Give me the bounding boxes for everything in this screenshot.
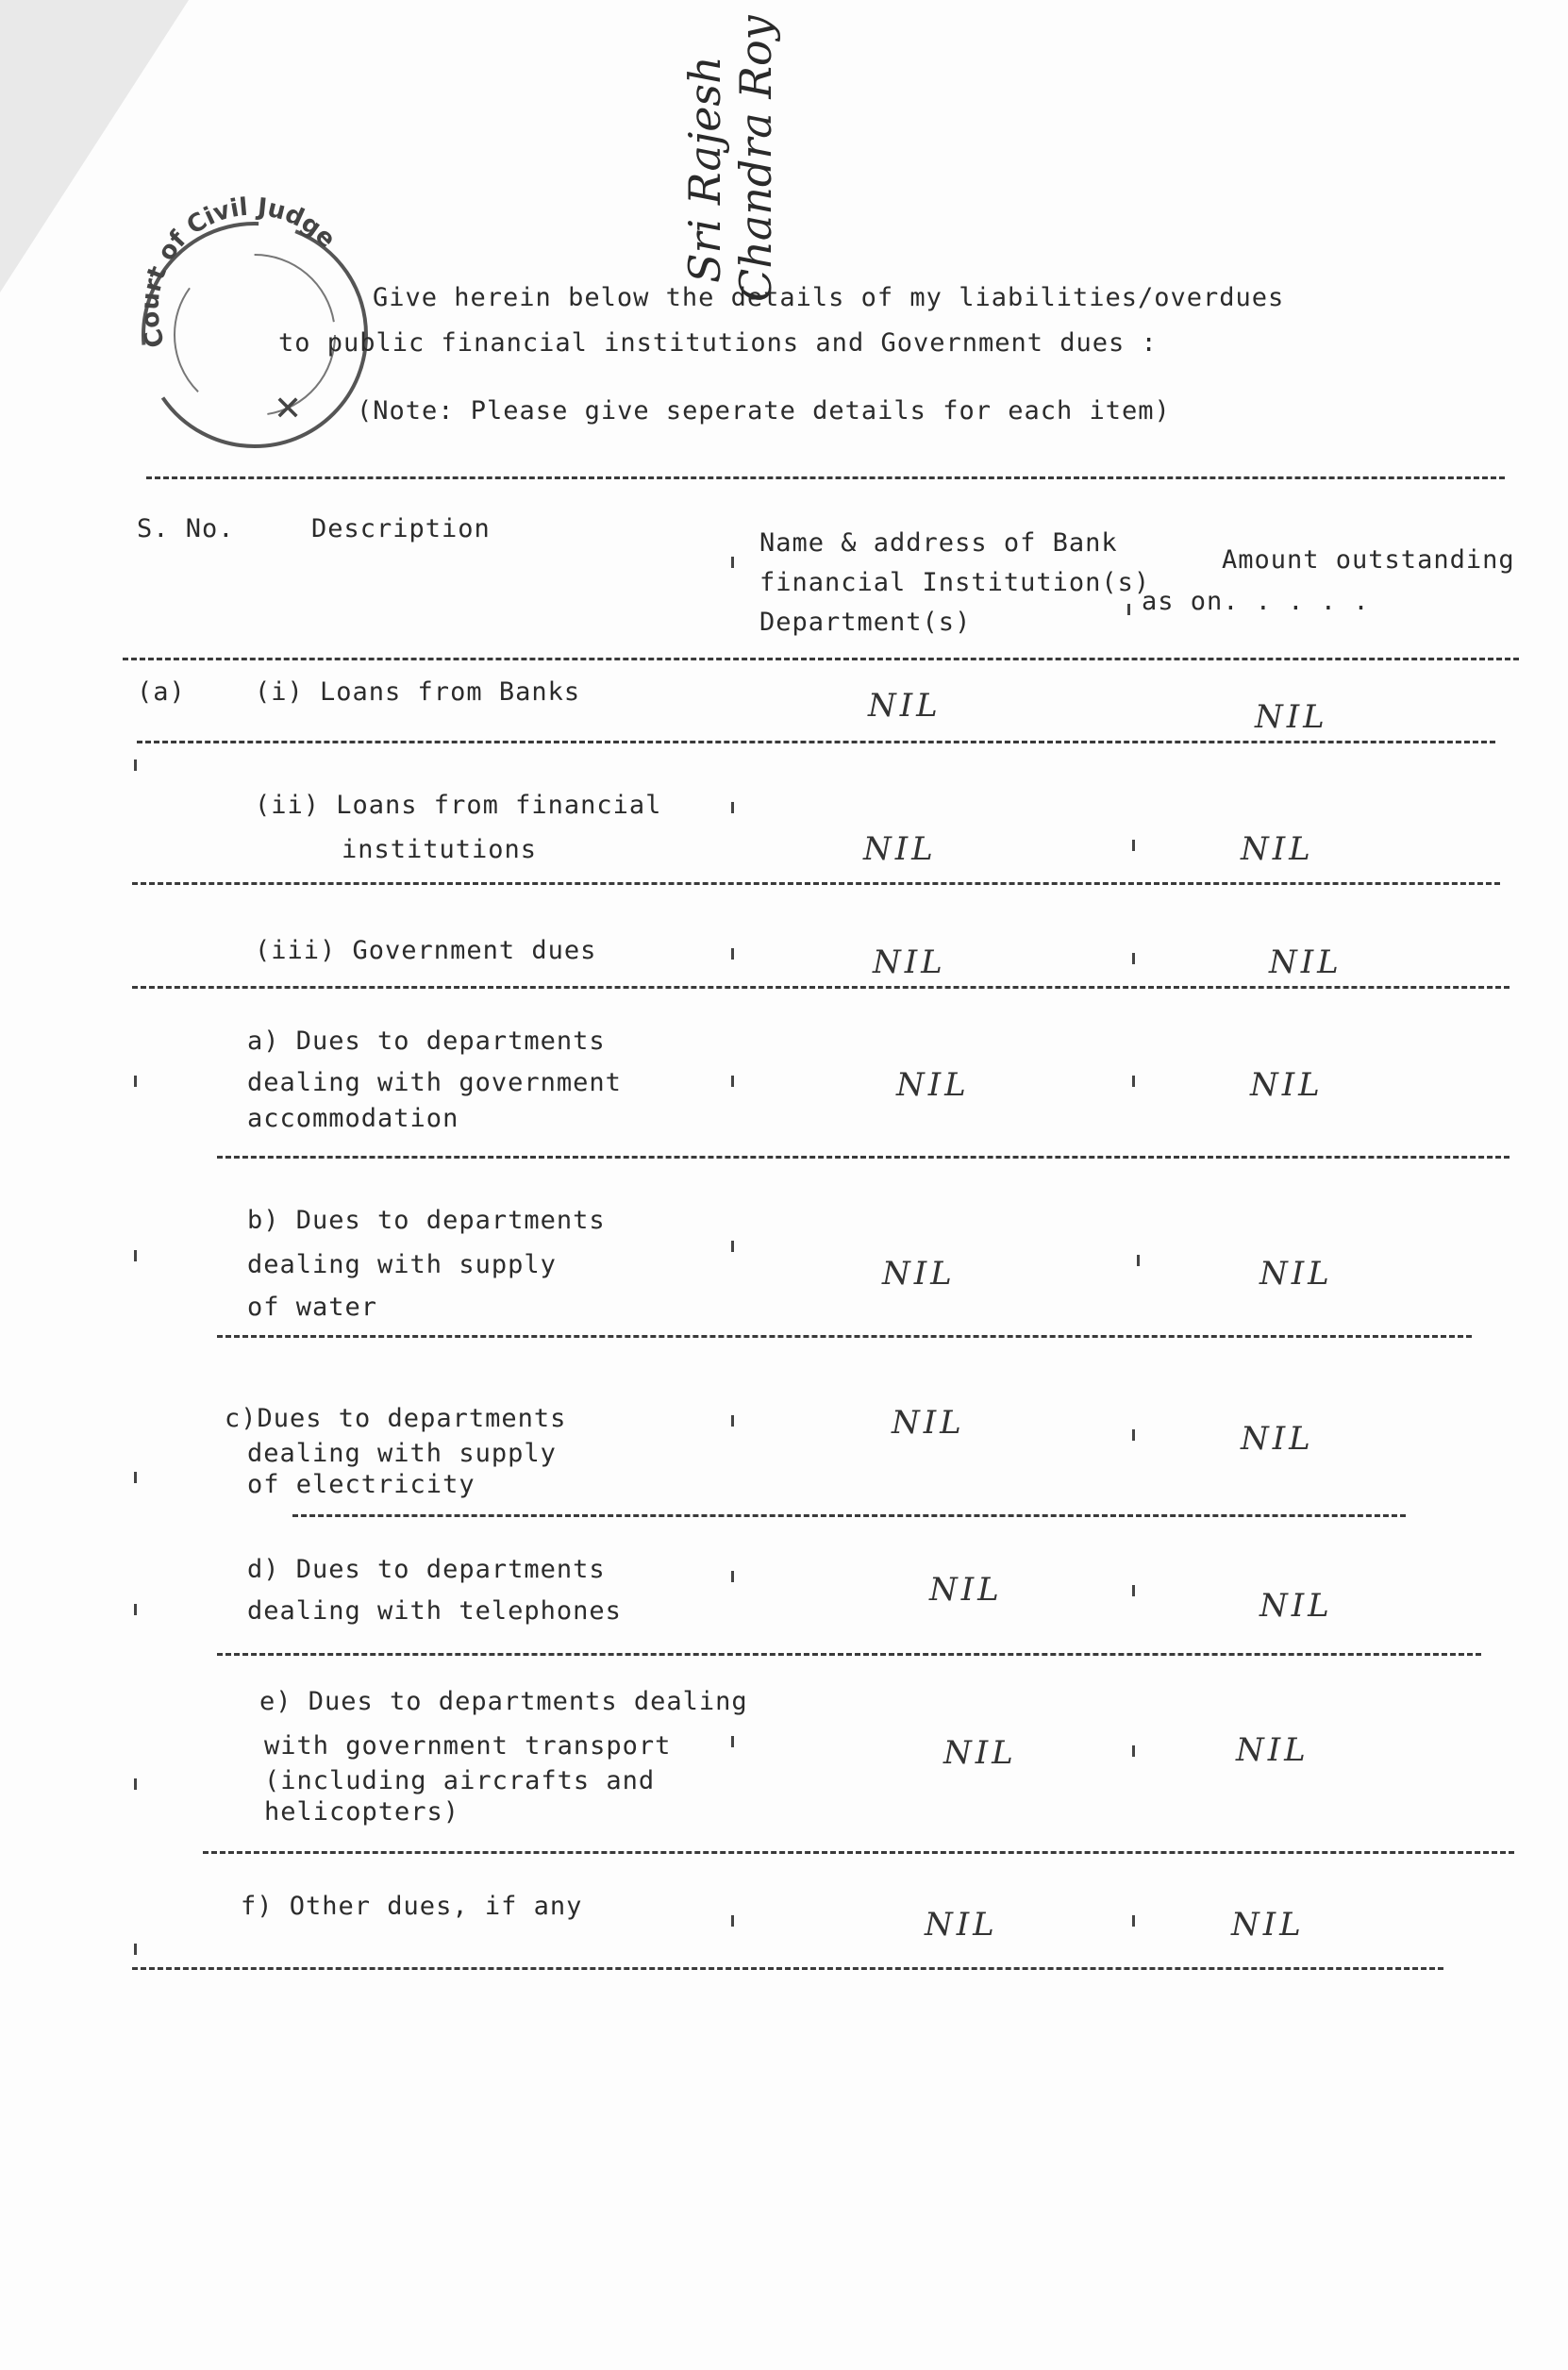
court-stamp [123,184,368,458]
column-tick [1132,1429,1135,1441]
row-divider [132,882,1500,885]
row-name-value: NIL [892,1404,965,1442]
row-divider [217,1335,1472,1338]
row-description: accommodation [247,1104,459,1133]
row-amount-value: NIL [1255,698,1328,736]
row-description: c)Dues to departments [225,1404,567,1433]
row-name-value: NIL [882,1255,956,1293]
row-amount-value: NIL [1236,1731,1309,1769]
row-description: dealing with telephones [247,1596,622,1626]
row-amount-value: NIL [1269,943,1343,981]
row-description: dealing with supply [247,1250,557,1279]
column-tick [1132,953,1135,964]
row-name-value: NIL [863,830,937,868]
svg-text:✕: ✕ [274,390,303,428]
column-tick [1132,1585,1135,1596]
row-tick [134,1604,137,1615]
row-name-value: NIL [943,1734,1017,1772]
row-tick [134,1944,137,1955]
column-tick [731,1241,734,1252]
row-divider [292,1514,1406,1517]
header-bottom-rule [123,658,1519,660]
row-name-value: NIL [929,1571,1003,1609]
column-tick [731,557,734,568]
column-name-line-3: Department(s) [759,608,972,637]
header-line-2: to public financial institutions and Government dues : [278,328,1158,358]
svg-text:Court of Civil Judge [136,193,341,351]
row-tick [134,759,137,771]
column-tick [1132,1915,1135,1927]
handwritten-signature [679,15,781,302]
stamp-text: Court of Civil Judge [136,192,342,351]
row-divider [132,986,1510,989]
row-description: b) Dues to departments [247,1206,606,1235]
column-name-line-2: financial Institution(s) [759,568,1151,597]
row-tick [134,1778,137,1790]
row-description: institutions [342,835,538,864]
row-description: helicopters) [264,1797,460,1827]
column-tick [731,1736,734,1747]
row-description: (i) Loans from Banks [255,677,581,707]
row-description: of water [247,1293,378,1322]
row-description: dealing with supply [247,1439,557,1468]
row-divider [203,1851,1514,1854]
row-tick [134,1250,137,1261]
column-tick [1132,1745,1135,1757]
row-name-value: NIL [896,1066,970,1104]
row-name-value: NIL [873,943,946,981]
header-note: (Note: Please give seperate details for each item) [357,396,1171,426]
row-description: a) Dues to departments [247,1026,606,1056]
row-amount-value: NIL [1250,1066,1324,1104]
row-divider [137,741,1495,743]
header-top-rule [146,476,1505,479]
row-tick [134,1472,137,1483]
column-tick [731,802,734,813]
column-tick [1132,840,1135,851]
row-amount-value: NIL [1241,1420,1314,1458]
column-name-line-1: Name & address of Bank [759,528,1118,558]
row-description: (iii) Government dues [255,936,597,965]
row-divider [217,1156,1510,1159]
row-amount-value: NIL [1259,1587,1333,1625]
column-tick [1132,1076,1135,1087]
row-description: (ii) Loans from financial [255,791,662,820]
column-tick [1127,604,1130,615]
column-tick [731,1571,734,1582]
column-sno: S. No. [137,514,235,543]
column-tick [731,948,734,960]
column-amount-line-2: as on. . . . . [1142,587,1370,616]
row-description: with government transport [264,1731,672,1761]
row-description: dealing with government [247,1068,622,1097]
column-tick [731,1415,734,1427]
row-description: e) Dues to departments dealing [259,1687,748,1716]
row-description: (including aircrafts and [264,1766,656,1795]
column-tick [731,1076,734,1087]
row-name-value: NIL [868,687,942,725]
row-amount-value: NIL [1231,1906,1305,1944]
row-description: f) Other dues, if any [241,1892,583,1921]
row-description: d) Dues to departments [247,1555,606,1584]
column-tick [731,1915,734,1927]
row-sno: (a) [137,677,186,707]
column-description: Description [311,514,491,543]
signature-line-1: Sri Rajesh [679,56,730,283]
table-bottom-rule [132,1967,1443,1970]
row-name-value: NIL [925,1906,998,1944]
row-divider [217,1653,1481,1656]
header-line-1: Give herein below the details of my liabilities/overdues [373,283,1285,312]
row-description: of electricity [247,1470,475,1499]
column-tick [1137,1255,1140,1266]
row-tick [134,1076,137,1087]
signature-line-2: Chandra Roy [730,15,781,302]
row-amount-value: NIL [1241,830,1314,868]
column-amount-line-1: Amount outstanding [1222,545,1515,575]
row-amount-value: NIL [1259,1255,1333,1293]
